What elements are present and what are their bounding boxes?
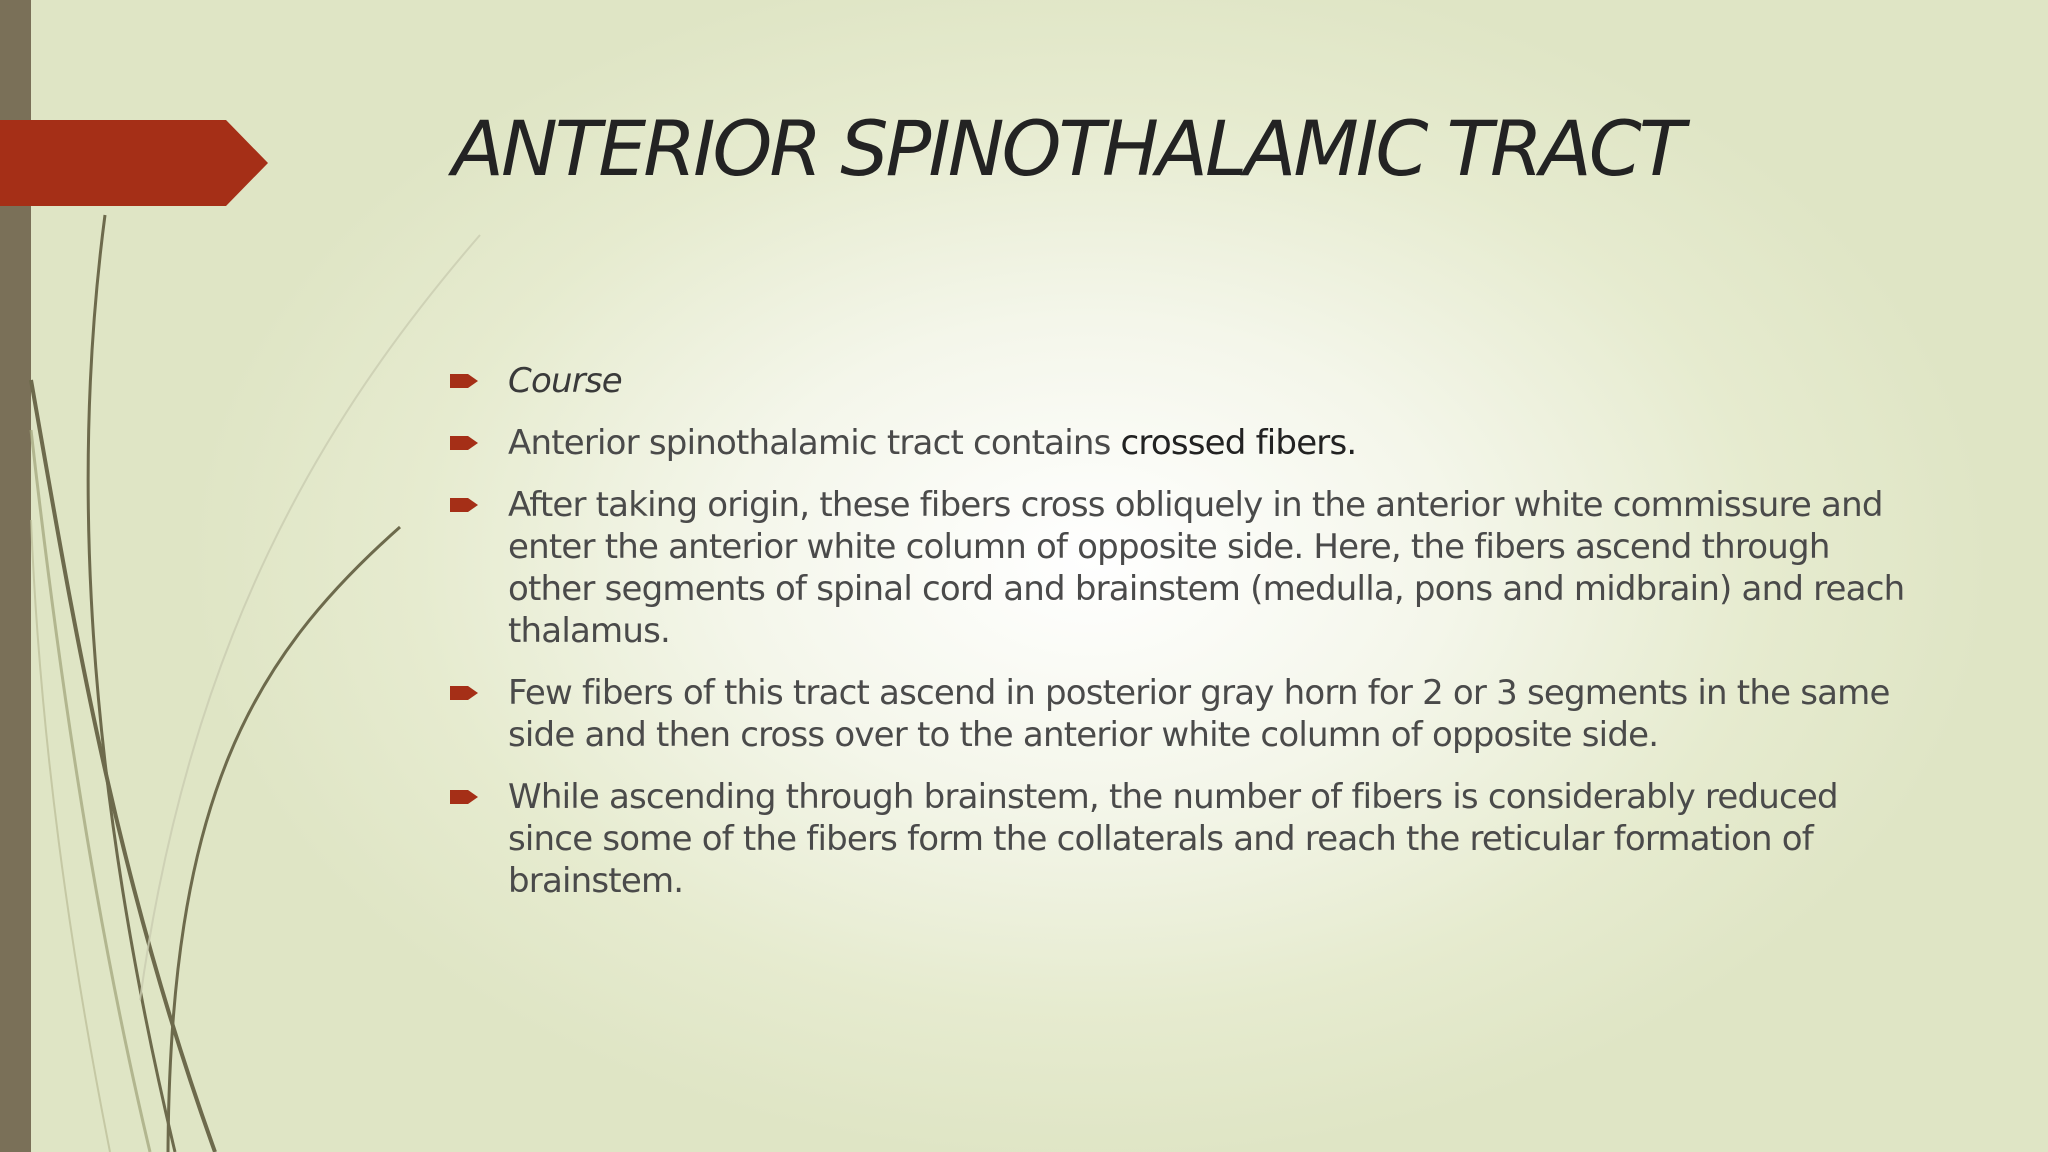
arrow-right-icon xyxy=(450,496,480,514)
bullet-text: After taking origin, these fibers cross obliquely in the anterior white commissure and enter the anterior white column of opposite side. Here, the fibers ascend through other segments of spinal cord and brainstem (medulla, pons and midbrain) and reach thalamus. xyxy=(508,485,1905,651)
bullet-item-posterior-gray-horn xyxy=(450,672,1920,756)
bullet-text: Course xyxy=(508,361,622,401)
bullet-item-course xyxy=(450,360,1920,402)
bullet-list xyxy=(450,360,1920,922)
arrow-right-icon xyxy=(450,684,480,702)
arrow-right-icon xyxy=(450,434,480,452)
arrow-right-icon xyxy=(450,372,480,390)
slide-title: ANTERIOR SPINOTHALAMIC TRACT xyxy=(452,104,1683,193)
bullet-item-crossed-fibers xyxy=(450,422,1920,464)
decorative-stems xyxy=(0,0,520,1152)
bullet-text: While ascending through brainstem, the number of fibers is considerably reduced since some of the fibers form the collaterals and reach the reticular formation of brainstem. xyxy=(508,777,1838,901)
arrow-right-icon xyxy=(450,788,480,806)
bullet-item-brainstem xyxy=(450,776,1920,902)
bullet-item-origin xyxy=(450,484,1920,652)
bullet-emphasis: crossed fibers. xyxy=(1120,423,1357,463)
bullet-text: Few fibers of this tract ascend in posterior gray horn for 2 or 3 segments in the same side and then cross over to the anterior white column of opposite side. xyxy=(508,673,1890,755)
bullet-text: Anterior spinothalamic tract contains xyxy=(508,423,1121,463)
